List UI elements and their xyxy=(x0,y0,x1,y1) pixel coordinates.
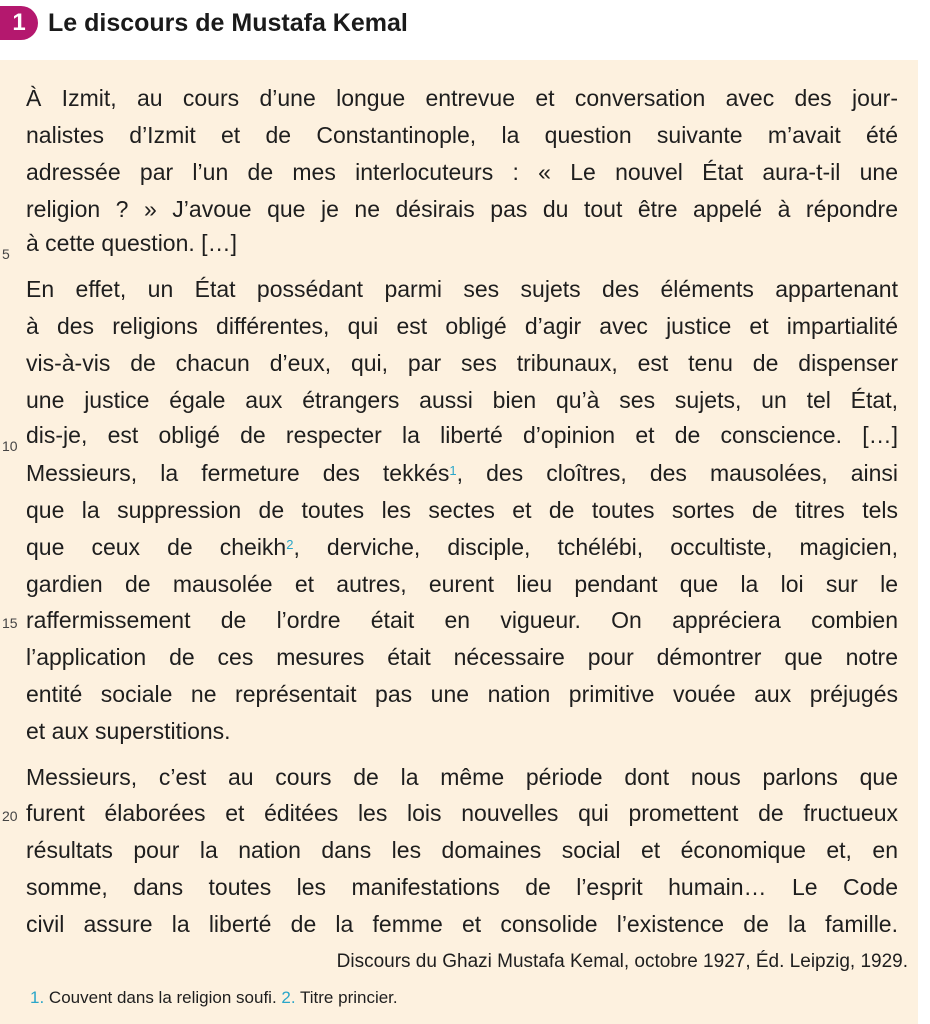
text-line: somme, dans toutes les manifestations de l’esprit humain… Le Code xyxy=(26,874,898,900)
text-line: nalistes d’Izmit et de Constantinople, la question suivante m’avait été xyxy=(26,122,898,148)
line-number: 20 xyxy=(2,808,18,824)
text-segment: que ceux de cheikh xyxy=(26,534,287,560)
text-line xyxy=(26,456,898,490)
footnote-ref: 2 xyxy=(286,537,294,552)
source-citation: Discours du Ghazi Mustafa Kemal, octobre 1927, Éd. Leipzig, 1929. xyxy=(336,951,908,972)
text-line: l’application de ces mesures était nécessaire pour démontrer que notre xyxy=(26,644,898,670)
footnote-text: Couvent dans la religion soufi. xyxy=(48,988,277,1007)
footnote-text: Titre princier. xyxy=(300,988,398,1007)
text-line: gardien de mausolée et autres, eurent lieu pendant que la loi sur le xyxy=(26,571,898,597)
text-line: entité sociale ne représentait pas une nation primitive vouée aux préjugés xyxy=(26,681,898,707)
text-line: furent élaborées et éditées les lois nouvelles qui promettent de fructueux xyxy=(26,800,898,826)
document-header xyxy=(0,0,930,50)
line-number: 10 xyxy=(2,438,18,454)
text-line: et aux superstitions. xyxy=(26,718,231,744)
text-line: À Izmit, au cours d’une longue entrevue et conversation avec des jour- xyxy=(26,85,898,111)
text-line: une justice égale aux étrangers aussi bien qu’à ses sujets, un tel État, xyxy=(26,387,898,413)
document-title: Le discours de Mustafa Kemal xyxy=(48,9,408,37)
text-line: à cette question. […] xyxy=(26,230,237,256)
text-line: raffermissement de l’ordre était en vigueur. On appréciera combien xyxy=(26,607,898,633)
text-line: vis-à-vis de chacun d’eux, qui, par ses tribunaux, est tenu de dispenser xyxy=(26,350,898,376)
footnote-number: 2. xyxy=(281,988,296,1007)
section-number-badge: 1 xyxy=(0,6,38,40)
text-segment: , derviche, disciple, tchélébi, occultiste, magicien, xyxy=(293,534,898,560)
footnote-number: 1. xyxy=(30,988,45,1007)
text-segment: , des cloîtres, des mausolées, ainsi xyxy=(456,460,898,486)
text-line: Messieurs, c’est au cours de la même période dont nous parlons que xyxy=(26,764,898,790)
text-line: religion ? » J’avoue que je ne désirais pas du tout être appelé à répondre xyxy=(26,196,898,222)
text-line: civil assure la liberté de la femme et consolide l’existence de la famille. xyxy=(26,911,898,937)
line-number: 5 xyxy=(2,246,10,262)
text-segment: Messieurs, la fermeture des tekkés xyxy=(26,460,450,486)
footnotes xyxy=(30,986,398,1010)
text-panel xyxy=(0,60,918,1024)
page-margin xyxy=(918,0,930,1024)
text-line: En effet, un État possédant parmi ses sujets des éléments appartenant xyxy=(26,276,898,302)
footnote-ref: 1 xyxy=(449,463,457,478)
text-line: adressée par l’un de mes interlocuteurs : « Le nouvel État aura-t-il une xyxy=(26,159,898,185)
text-line: à des religions différentes, qui est obligé d’agir avec justice et impartialité xyxy=(26,313,898,339)
line-number: 15 xyxy=(2,615,18,631)
text-line: dis-je, est obligé de respecter la liberté d’opinion et de conscience. […] xyxy=(26,422,898,448)
text-line xyxy=(26,530,898,564)
text-line: résultats pour la nation dans les domaines social et économique et, en xyxy=(26,837,898,863)
text-line: que la suppression de toutes les sectes et de toutes sortes de titres tels xyxy=(26,497,898,523)
